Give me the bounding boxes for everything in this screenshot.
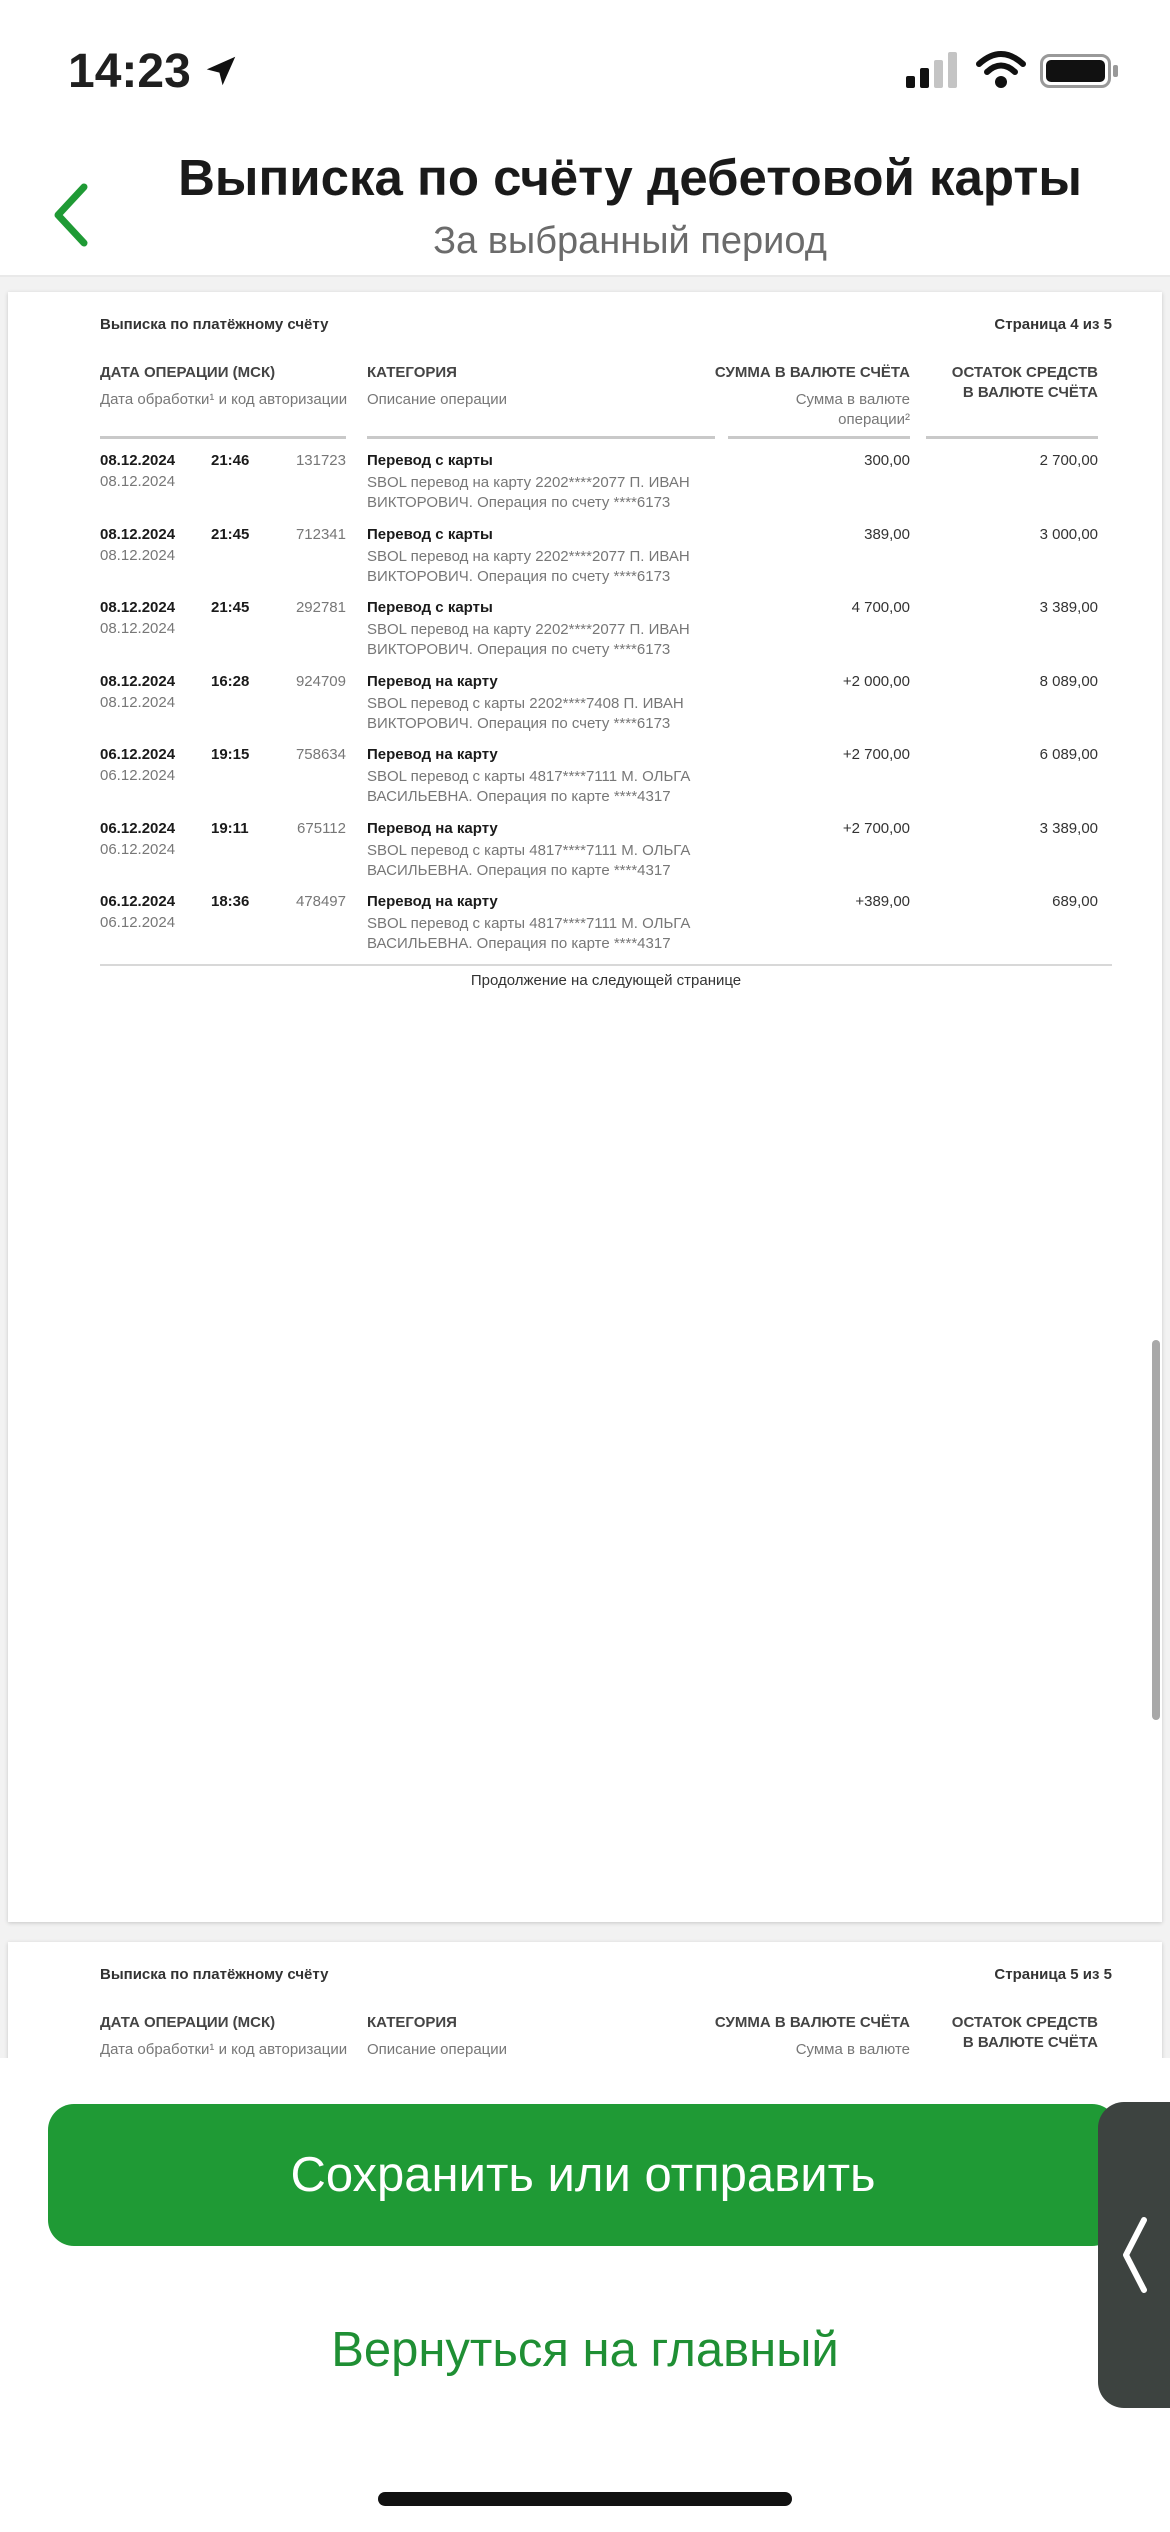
transaction-amount: +2 700,00: [842, 819, 910, 837]
transaction-category: Перевод на карту: [367, 819, 498, 837]
transaction-amount: 389,00: [864, 525, 910, 543]
transaction-description: [367, 620, 727, 660]
processing-date: 08.12.2024: [100, 693, 176, 711]
authorization-code: 712341: [295, 525, 346, 543]
table-row: [8, 452, 1162, 526]
transaction-description: [367, 767, 727, 807]
account-balance: 3 389,00: [1039, 599, 1098, 616]
statement-heading-text: Выписка по платёжному счёту: [100, 316, 329, 333]
description-line: SBOL перевод на карту 2202****2077 П. ИВАН: [367, 547, 690, 565]
account-balance: 3 000,00: [1039, 525, 1098, 543]
transaction-time: 19:11: [211, 819, 249, 837]
col-category-subheader: Описание операции: [367, 391, 508, 408]
description-line: ВИКТОРОВИЧ. Операция по счету ****6173: [367, 494, 671, 511]
processing-date: 06.12.2024: [100, 840, 176, 858]
nav-header: [0, 110, 1170, 277]
transaction-date: 08.12.2024: [100, 525, 176, 543]
description-line: ВАСИЛЬЕВНА. Операция по карте ****4317: [367, 788, 671, 805]
col-date-subheader: Дата обработки¹ и код авторизации: [100, 2041, 348, 2058]
transaction-amount: +389,00: [855, 893, 910, 910]
scroll-indicator[interactable]: [1152, 1340, 1160, 1720]
transaction-category: Перевод на карту: [367, 893, 498, 910]
transaction-category: Перевод с карты: [367, 452, 493, 469]
authorization-code: 924709: [295, 672, 346, 690]
col-balance-header-2: В ВАЛЮТЕ СЧЁТА: [962, 384, 1098, 401]
authorization-code: 758634: [295, 746, 346, 763]
transaction-date: 08.12.2024: [100, 452, 176, 469]
transaction-date: 06.12.2024: [100, 746, 176, 763]
account-balance: 3 389,00: [1039, 819, 1098, 837]
transaction-description: [367, 841, 727, 881]
statement-heading: [100, 1966, 1112, 1983]
table-row: [8, 820, 1162, 894]
description-line: ВАСИЛЬЕВНА. Операция по карте ****4317: [367, 861, 671, 879]
transaction-category: Перевод на карту: [367, 672, 498, 690]
page-title: Выписка по счёту дебетовой карты: [178, 149, 1082, 206]
chevron-left-icon: [1098, 2102, 1170, 2408]
col-category-subheader: Описание операции: [367, 2041, 508, 2058]
table-row: [8, 746, 1162, 820]
table-row: [8, 526, 1162, 600]
description-line: SBOL перевод с карты 4817****7111 М. ОЛЬГА: [367, 915, 691, 932]
transaction-description: [367, 694, 727, 734]
col-amount-subheader-2: операции²: [838, 411, 910, 428]
back-to-home-button[interactable]: Вернуться на главный: [331, 2323, 839, 2377]
bottom-actions: [0, 2058, 1170, 2532]
account-balance: 689,00: [1052, 893, 1098, 910]
authorization-code: 478497: [295, 893, 346, 910]
authorization-code: 131723: [295, 452, 346, 469]
col-balance-header-1: ОСТАТОК СРЕДСТВ: [951, 2014, 1098, 2031]
home-indicator[interactable]: [378, 2492, 792, 2506]
transaction-description: [367, 473, 727, 513]
transaction-time: 21:45: [211, 525, 250, 543]
transaction-category: Перевод с карты: [367, 525, 493, 543]
continuation-note: Продолжение на следующей странице: [470, 972, 742, 989]
description-line: SBOL перевод с карты 2202****7408 П. ИВАН: [367, 694, 684, 712]
save-or-send-button[interactable]: Сохранить или отправить: [48, 2104, 1118, 2246]
transaction-amount: +2 700,00: [842, 746, 910, 763]
page-subtitle: За выбранный период: [433, 220, 827, 262]
description-line: ВИКТОРОВИЧ. Операция по счету ****6173: [367, 714, 671, 732]
processing-date: 06.12.2024: [100, 767, 176, 784]
description-line: SBOL перевод с карты 4817****7111 М. ОЛЬГА: [367, 768, 691, 785]
transaction-time: 18:36: [211, 893, 250, 910]
transaction-date: 08.12.2024: [100, 599, 176, 616]
transaction-amount: +2 000,00: [842, 672, 910, 690]
col-amount-subheader-1: Сумма в валюте: [795, 391, 910, 408]
transaction-date: 06.12.2024: [100, 819, 176, 837]
transaction-description: [367, 547, 727, 587]
table-row: [8, 893, 1162, 967]
col-amount-header: СУММА В ВАЛЮТЕ СЧЁТА: [714, 364, 910, 381]
transaction-time: 19:15: [211, 746, 250, 763]
col-date-header: ДАТА ОПЕРАЦИИ (МСК): [100, 364, 276, 381]
transaction-time: 21:45: [211, 599, 250, 616]
statement-page: [8, 292, 1162, 1922]
transaction-time: 21:46: [211, 452, 250, 469]
col-amount-subheader-1: Сумма в валюте: [795, 2041, 910, 2058]
transaction-category: Перевод на карту: [367, 746, 498, 763]
status-time: 14:23: [68, 45, 191, 98]
col-category-header: КАТЕГОРИЯ: [367, 364, 457, 381]
description-line: SBOL перевод на карту 2202****2077 П. ИВАН: [367, 474, 690, 491]
description-line: SBOL перевод на карту 2202****2077 П. ИВАН: [367, 621, 690, 638]
col-date-subheader: Дата обработки¹ и код авторизации: [100, 391, 348, 408]
transaction-category: Перевод с карты: [367, 599, 493, 616]
status-bar: [0, 0, 1170, 110]
transaction-date: 08.12.2024: [100, 672, 176, 690]
description-line: ВАСИЛЬЕВНА. Операция по карте ****4317: [367, 935, 671, 952]
wifi-icon: [976, 50, 1026, 90]
divider: [367, 436, 715, 439]
description-line: SBOL перевод с карты 4817****7111 М. ОЛЬГА: [367, 841, 691, 859]
account-balance: 6 089,00: [1039, 746, 1098, 763]
battery-icon: [1040, 54, 1120, 88]
location-arrow-icon: [202, 52, 240, 90]
description-line: ВИКТОРОВИЧ. Операция по счету ****6173: [367, 641, 671, 658]
account-balance: 2 700,00: [1039, 452, 1098, 469]
transaction-time: 16:28: [211, 672, 250, 690]
page-number: Страница 4 из 5: [994, 316, 1112, 333]
processing-date: 06.12.2024: [100, 914, 176, 931]
table-row: [8, 673, 1162, 747]
table-row: [8, 599, 1162, 673]
cellular-signal-icon: [906, 52, 960, 88]
account-balance: 8 089,00: [1039, 672, 1098, 690]
transaction-amount: 4 700,00: [851, 599, 910, 616]
authorization-code: 675112: [297, 819, 346, 837]
divider: [100, 436, 346, 439]
description-line: ВИКТОРОВИЧ. Операция по счету ****6173: [367, 567, 671, 585]
col-date-header: ДАТА ОПЕРАЦИИ (МСК): [100, 2014, 276, 2031]
back-chevron-icon[interactable]: [50, 175, 120, 255]
divider: [100, 964, 1112, 966]
transaction-date: 06.12.2024: [100, 893, 176, 910]
processing-date: 08.12.2024: [100, 620, 176, 637]
side-panel-handle[interactable]: [1098, 2102, 1170, 2408]
col-category-header: КАТЕГОРИЯ: [367, 2014, 457, 2031]
transaction-description: [367, 914, 727, 954]
divider: [728, 436, 910, 439]
transaction-amount: 300,00: [864, 452, 910, 469]
divider: [926, 436, 1098, 439]
processing-date: 08.12.2024: [100, 546, 176, 564]
col-balance-header-1: ОСТАТОК СРЕДСТВ: [951, 364, 1098, 381]
authorization-code: 292781: [295, 599, 346, 616]
processing-date: 08.12.2024: [100, 473, 176, 490]
col-balance-header-2: В ВАЛЮТЕ СЧЁТА: [962, 2034, 1098, 2051]
statement-heading: [100, 316, 1112, 333]
statement-heading-text: Выписка по платёжному счёту: [100, 1966, 329, 1983]
col-amount-header: СУММА В ВАЛЮТЕ СЧЁТА: [714, 2014, 910, 2031]
page-number: Страница 5 из 5: [994, 1966, 1112, 1983]
